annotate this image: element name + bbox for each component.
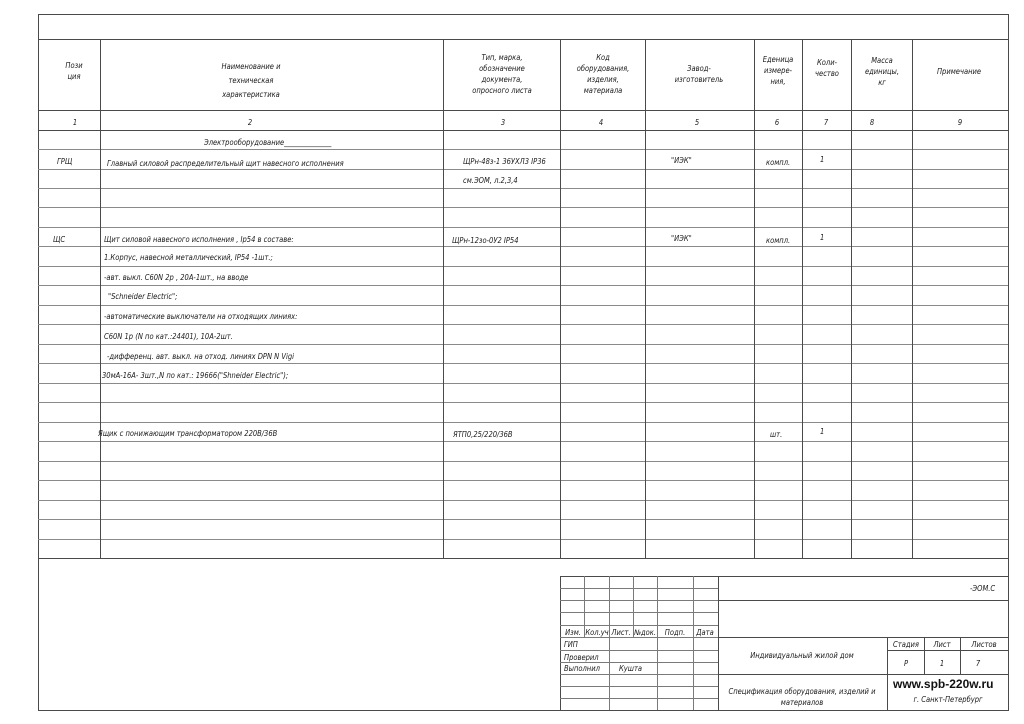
column-number: 2 (247, 118, 253, 127)
stage-label: Стадия (893, 640, 919, 649)
stamp-gip-label: ГИП (564, 640, 578, 649)
stage-value: Р (903, 659, 909, 668)
column-number: 9 (957, 118, 963, 127)
row-type: ЩРн-48з-1 36УХЛ3 IP36 (463, 157, 546, 166)
row-unit: шт. (770, 430, 783, 439)
sheets-value: 7 (975, 659, 981, 668)
column-number: 4 (598, 118, 604, 127)
row-name: С60N 1p (N по кат.:24401), 10А-2шт. (104, 332, 233, 341)
row-name: -авт. выкл. С60N 2p , 20А-1шт., на вводе (104, 273, 249, 282)
header-position: Пози ция (65, 61, 83, 81)
sheet-label: Лист (933, 640, 951, 649)
column-number: 8 (869, 118, 875, 127)
stamp-done-name: Кушта (619, 664, 643, 673)
column-number: 3 (500, 118, 506, 127)
header-note: Примечание (936, 67, 982, 76)
row-name: 1.Корпус, навесной металлический, IP54 -1шт.; (104, 253, 273, 262)
project-name: Индивидуальный жилой дом (750, 651, 854, 660)
sheet-value: 1 (939, 659, 945, 668)
header-manufacturer: Завод- изготовитель (674, 64, 724, 84)
header-quantity: Коли- чество (815, 58, 839, 78)
row-name: -автоматические выключатели на отходящих линиях: (104, 312, 298, 321)
row-quantity: 1 (820, 155, 825, 164)
column-number: 5 (694, 118, 700, 127)
stamp-col-label: Кол.уч (585, 628, 609, 637)
column-number: 7 (823, 118, 829, 127)
row-name: Главный силовой распределительный щит навесного исполнения (107, 159, 344, 168)
row-unit: компл. (766, 158, 791, 167)
stamp-col-label: №док. (633, 628, 657, 637)
header-mass: Масса единицы, кг (864, 56, 900, 87)
row-name: 30мА-16А- 3шт.,N по кат.: 19666("Shneider Electric"); (102, 371, 289, 380)
header-unit: Еденица измере- ния, (762, 55, 794, 86)
row-manufacturer: "ИЭК" (671, 156, 692, 165)
row-quantity: 1 (820, 233, 825, 242)
header-type: Тип, марка, обозначение документа, опросного листа (472, 53, 532, 95)
row-name: Ящик с понижающим трансформатором 220В/36В (98, 429, 278, 438)
stamp-checked-label: Проверил (564, 653, 599, 662)
row-type: ЩРн-12зо-0У2 IP54 (452, 236, 519, 245)
row-manufacturer: "ИЭК" (671, 234, 692, 243)
stamp-done-label: Выполнил (564, 664, 600, 673)
row-position: ЩС (53, 235, 66, 244)
stamp-col-label: Изм. (565, 628, 581, 637)
row-type: ЯТП0,25/220/36В (453, 430, 513, 439)
row-unit: компл. (766, 236, 791, 245)
header-name: Наименование и техническая характеристика (221, 62, 281, 99)
document-code: -ЭОМ.С (970, 584, 996, 593)
row-name: -дифференц. авт. выкл. на отход. линиях DPN N Vigi (107, 352, 294, 361)
row-type: см.ЭОМ, л.2,3,4 (463, 176, 518, 185)
section-title: Электрооборудование______________ (204, 138, 332, 147)
stamp-col-label: Лист. (611, 628, 631, 637)
header-code: Код оборудования, изделия, материала (576, 53, 630, 95)
document-title: Спецификация оборудования, изделий и материалов (728, 687, 876, 707)
stamp-col-label: Дата (696, 628, 714, 637)
column-number: 1 (72, 118, 78, 127)
row-position: ГРЩ (57, 157, 73, 166)
stamp-col-label: Подп. (664, 628, 686, 637)
row-quantity: 1 (820, 427, 825, 436)
city-label: г. Санкт-Петербург (913, 695, 983, 704)
row-name: "Schneider Electric"; (108, 292, 178, 301)
sheets-label: Листов (971, 640, 997, 649)
column-number: 6 (774, 118, 780, 127)
website-link[interactable]: www.spb-220w.ru (893, 677, 994, 691)
row-name: Щит силовой навесного исполнения , Ip54 в составе: (104, 235, 294, 244)
